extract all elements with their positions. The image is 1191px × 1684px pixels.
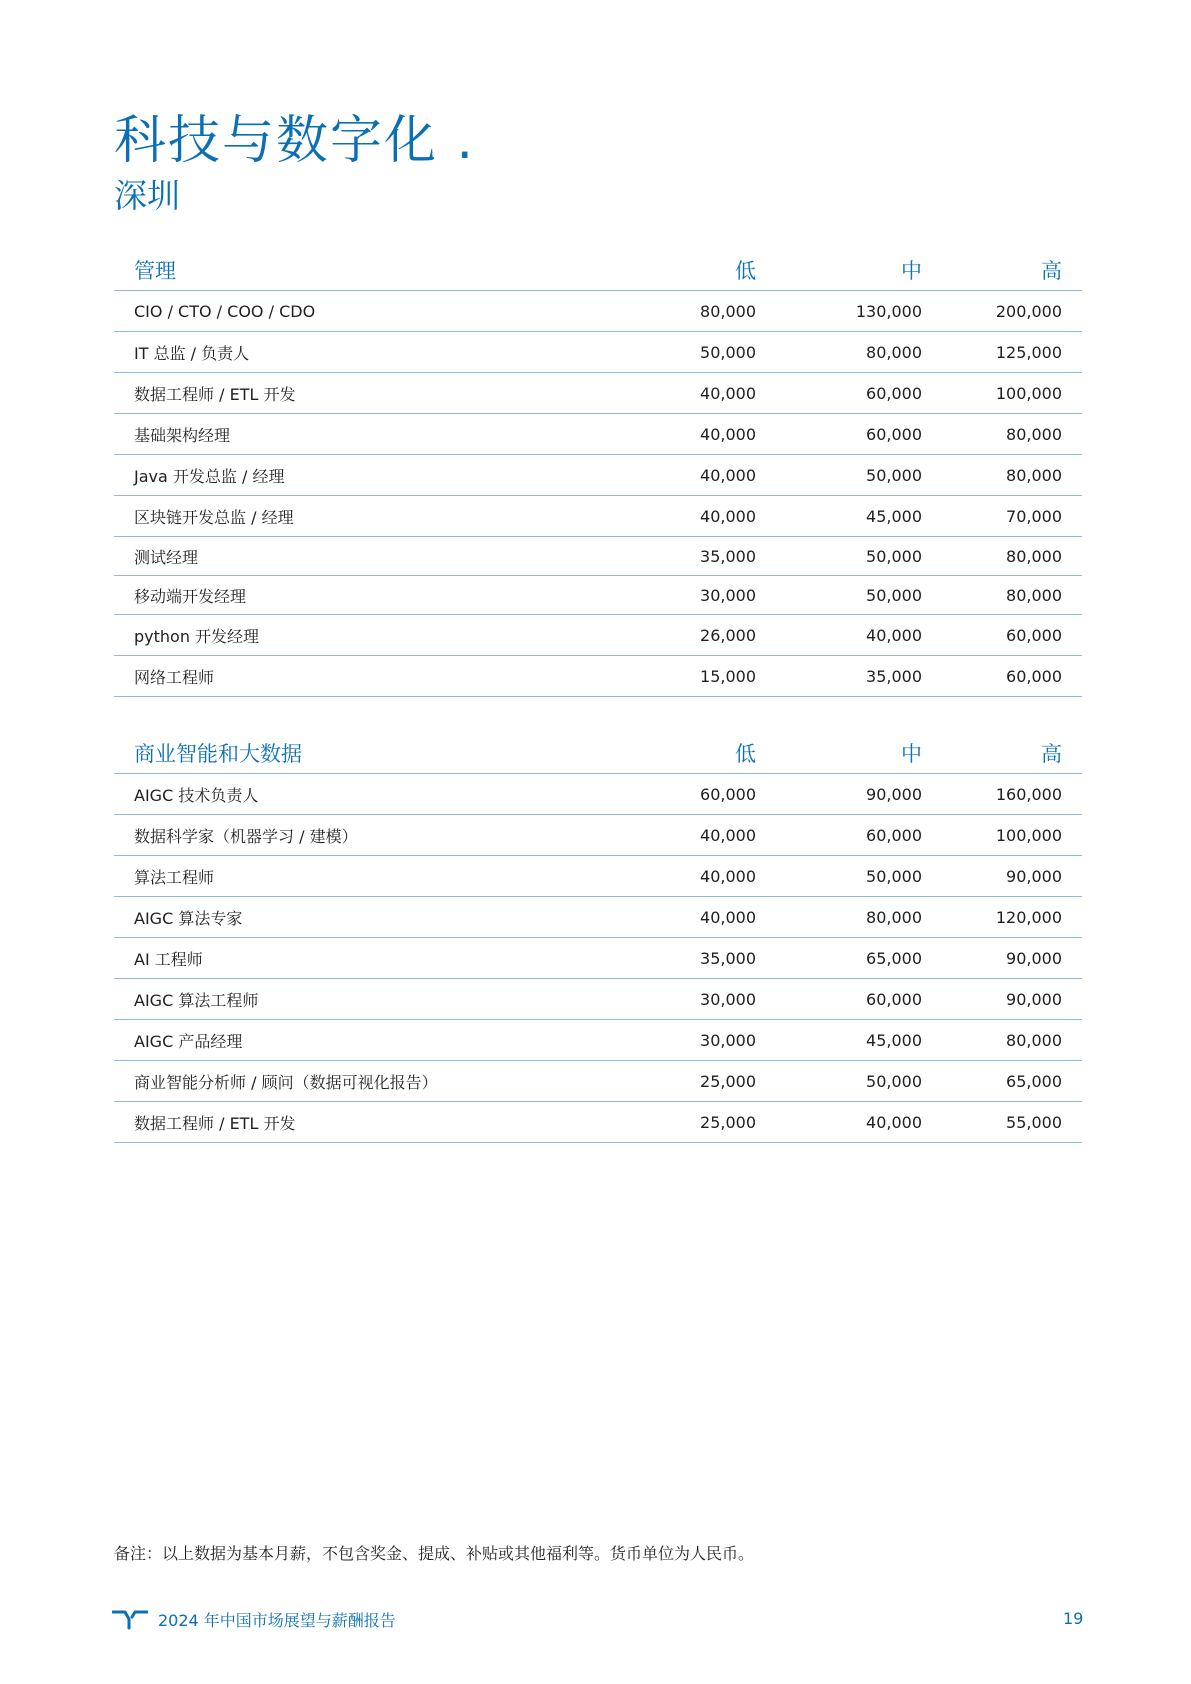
salary-high: 65,000 [1006, 1071, 1062, 1091]
salary-mid: 45,000 [866, 1030, 922, 1050]
table-header [114, 733, 1082, 774]
salary-high: 60,000 [1006, 625, 1062, 645]
job-title: 基础架构经理 [134, 425, 231, 445]
job-title: AIGC 算法工程师 [134, 990, 259, 1010]
salary-mid: 80,000 [866, 342, 922, 362]
footnote: 备注：以上数据为基本月薪，不包含奖金、提成、补贴或其他福利等。货币单位为人民币。 [114, 1544, 755, 1563]
table-row [114, 496, 1082, 537]
salary-low: 30,000 [700, 989, 756, 1009]
table-row [114, 537, 1082, 576]
salary-mid: 60,000 [866, 989, 922, 1009]
salary-low: 30,000 [700, 1030, 756, 1050]
table-row [114, 455, 1082, 496]
job-title: AIGC 算法专家 [134, 908, 243, 928]
salary-low: 35,000 [700, 948, 756, 968]
salary-mid: 60,000 [866, 383, 922, 403]
job-title: IT 总监 / 负责人 [134, 343, 250, 363]
salary-low: 40,000 [700, 383, 756, 403]
salary-mid: 60,000 [866, 825, 922, 845]
table-row [114, 856, 1082, 897]
column-header-high: 高 [1041, 742, 1062, 766]
salary-low: 60,000 [700, 784, 756, 804]
job-title: 数据科学家（机器学习 / 建模） [134, 826, 358, 846]
salary-mid: 60,000 [866, 424, 922, 444]
table-row [114, 1061, 1082, 1102]
page-subtitle: 深圳 [114, 176, 180, 215]
salary-mid: 45,000 [866, 506, 922, 526]
salary-high: 80,000 [1006, 546, 1062, 566]
table-row [114, 897, 1082, 938]
table-row [114, 414, 1082, 455]
column-header-low: 低 [735, 259, 756, 283]
job-title: AIGC 技术负责人 [134, 785, 259, 805]
salary-high: 120,000 [995, 907, 1062, 927]
table-header [114, 250, 1082, 291]
table-row [114, 1102, 1082, 1143]
table-row [114, 656, 1082, 697]
salary-high: 100,000 [995, 825, 1062, 845]
salary-high: 160,000 [995, 784, 1062, 804]
salary-low: 30,000 [700, 585, 756, 605]
salary-mid: 50,000 [866, 866, 922, 886]
salary-low: 40,000 [700, 907, 756, 927]
table-row [114, 291, 1082, 332]
salary-mid: 50,000 [866, 546, 922, 566]
table-row [114, 615, 1082, 656]
job-title: 商业智能分析师 / 顾问（数据可视化报告） [134, 1072, 438, 1092]
salary-low: 80,000 [700, 301, 756, 321]
column-header-category: 商业智能和大数据 [134, 742, 302, 766]
salary-high: 200,000 [995, 301, 1062, 321]
table-row [114, 938, 1082, 979]
salary-low: 35,000 [700, 546, 756, 566]
salary-mid: 90,000 [866, 784, 922, 804]
salary-mid: 80,000 [866, 907, 922, 927]
salary-mid: 50,000 [866, 585, 922, 605]
job-title: 算法工程师 [134, 867, 215, 887]
table-row [114, 815, 1082, 856]
page-footer [112, 1606, 396, 1632]
job-title: CIO / CTO / COO / CDO [134, 301, 316, 321]
salary-low: 15,000 [700, 666, 756, 686]
salary-high: 55,000 [1006, 1112, 1062, 1132]
column-header-high: 高 [1041, 259, 1062, 283]
job-title: 数据工程师 / ETL 开发 [134, 384, 296, 404]
job-title: 数据工程师 / ETL 开发 [134, 1113, 296, 1133]
table-row [114, 1020, 1082, 1061]
column-header-category: 管理 [134, 259, 176, 283]
table-row [114, 373, 1082, 414]
job-title: 移动端开发经理 [134, 586, 247, 606]
job-title: AI 工程师 [134, 949, 203, 969]
column-header-low: 低 [735, 742, 756, 766]
salary-low: 50,000 [700, 342, 756, 362]
column-header-mid: 中 [901, 742, 922, 766]
salary-high: 80,000 [1006, 585, 1062, 605]
salary-mid: 35,000 [866, 666, 922, 686]
salary-high: 80,000 [1006, 424, 1062, 444]
job-title: 区块链开发总监 / 经理 [134, 507, 294, 527]
salary-low: 40,000 [700, 866, 756, 886]
column-header-mid: 中 [901, 259, 922, 283]
salary-high: 90,000 [1006, 989, 1062, 1009]
salary-mid: 50,000 [866, 465, 922, 485]
salary-low: 25,000 [700, 1112, 756, 1132]
salary-low: 26,000 [700, 625, 756, 645]
salary-high: 90,000 [1006, 866, 1062, 886]
job-title: python 开发经理 [134, 626, 260, 646]
salary-high: 100,000 [995, 383, 1062, 403]
salary-table-management [114, 250, 1082, 697]
salary-high: 70,000 [1006, 506, 1062, 526]
salary-high: 60,000 [1006, 666, 1062, 686]
salary-mid: 130,000 [855, 301, 922, 321]
job-title: Java 开发总监 / 经理 [134, 466, 285, 486]
salary-high: 90,000 [1006, 948, 1062, 968]
salary-low: 40,000 [700, 506, 756, 526]
job-title: 测试经理 [134, 547, 199, 567]
table-row [114, 576, 1082, 615]
salary-mid: 50,000 [866, 1071, 922, 1091]
page-number: 19 [1063, 1609, 1084, 1628]
salary-low: 40,000 [700, 424, 756, 444]
report-title: 2024 年中国市场展望与薪酬报告 [158, 1610, 396, 1630]
salary-low: 40,000 [700, 465, 756, 485]
salary-high: 80,000 [1006, 465, 1062, 485]
salary-mid: 65,000 [866, 948, 922, 968]
table-row [114, 979, 1082, 1020]
salary-mid: 40,000 [866, 1112, 922, 1132]
salary-high: 125,000 [995, 342, 1062, 362]
table-row [114, 332, 1082, 373]
salary-low: 40,000 [700, 825, 756, 845]
salary-table-bi-big-data [114, 733, 1082, 1143]
job-title: AIGC 产品经理 [134, 1031, 243, 1051]
salary-high: 80,000 [1006, 1030, 1062, 1050]
job-title: 网络工程师 [134, 667, 215, 687]
table-row [114, 774, 1082, 815]
brand-logo-icon [112, 1608, 148, 1630]
salary-low: 25,000 [700, 1071, 756, 1091]
page-title: 科技与数字化 . [114, 111, 476, 171]
salary-mid: 40,000 [866, 625, 922, 645]
